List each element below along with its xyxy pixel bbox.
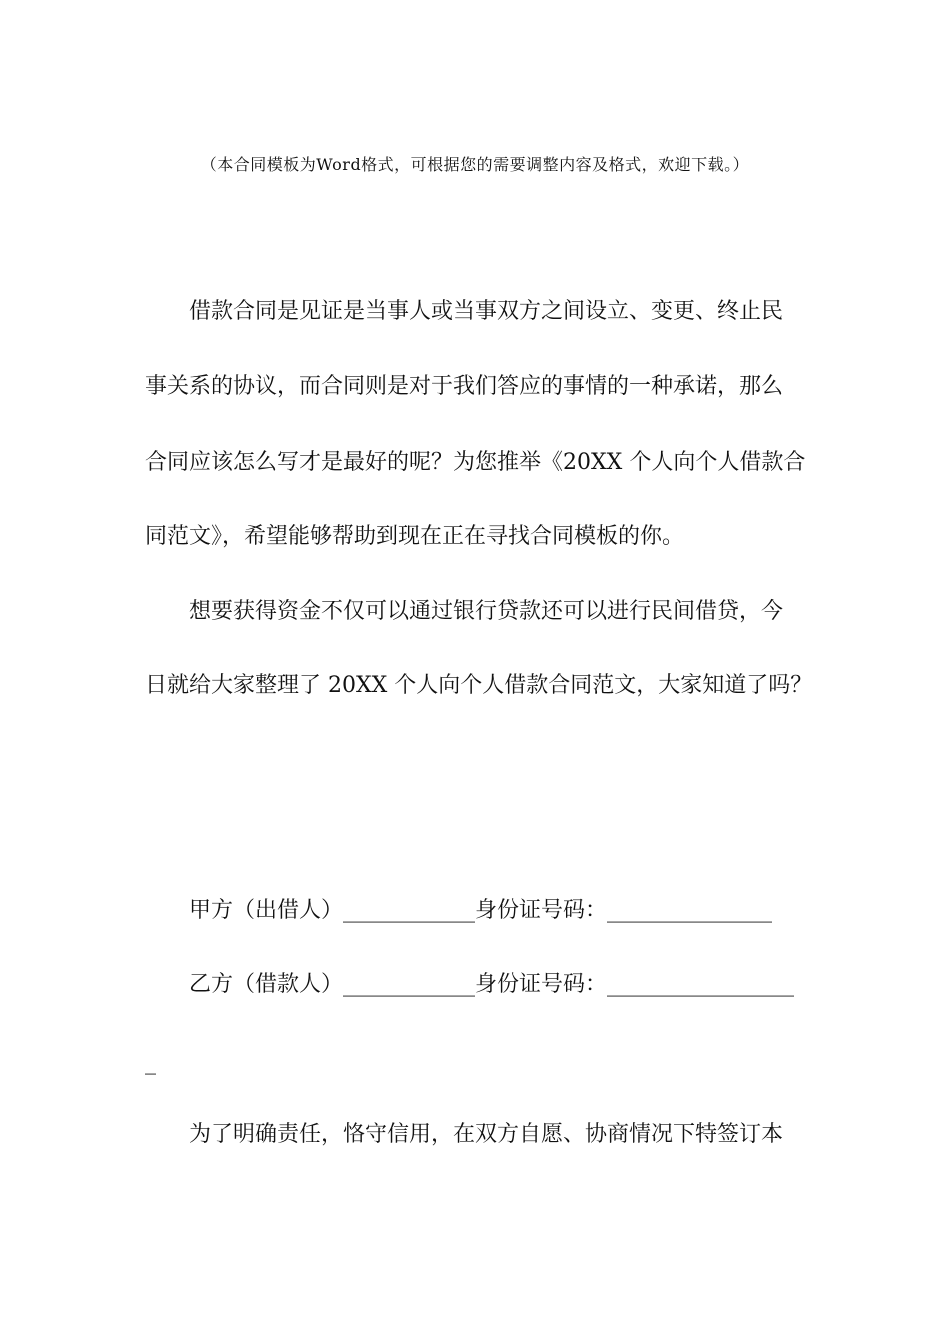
party-a-line: 甲方（出借人）____________身份证号码：_______________	[189, 898, 773, 923]
intro-paragraph-1-line-2: 事关系的协议，而合同则是对于我们答应的事情的一种承诺，那么	[145, 374, 784, 399]
purpose-line: 为了明确责任，恪守信用，在双方自愿、协商情况下特签订本	[189, 1122, 784, 1147]
intro-paragraph-2-line-1: 想要获得资金不仅可以通过银行贷款还可以进行民间借贷，今	[189, 599, 784, 624]
intro-paragraph-2-line-2: 日就给大家整理了 20XX 个人向个人借款合同范文，大家知道了吗？	[145, 673, 813, 698]
intro-paragraph-1-line-4: 同范文》，希望能够帮助到现在正在寻找合同模板的你。	[145, 524, 685, 549]
party-b-overflow: _	[145, 1050, 156, 1075]
intro-paragraph-1-line-3: 合同应该怎么写才是最好的呢？为您推举《20XX 个人向个人借款合	[145, 450, 806, 475]
template-note: （本合同模板为Word格式，可根据您的需要调整内容及格式，欢迎下载。）	[200, 155, 750, 174]
party-b-line: 乙方（借款人）____________身份证号码：_________________	[189, 972, 795, 997]
intro-paragraph-1-line-1: 借款合同是见证是当事人或当事双方之间设立、变更、终止民	[189, 299, 784, 324]
